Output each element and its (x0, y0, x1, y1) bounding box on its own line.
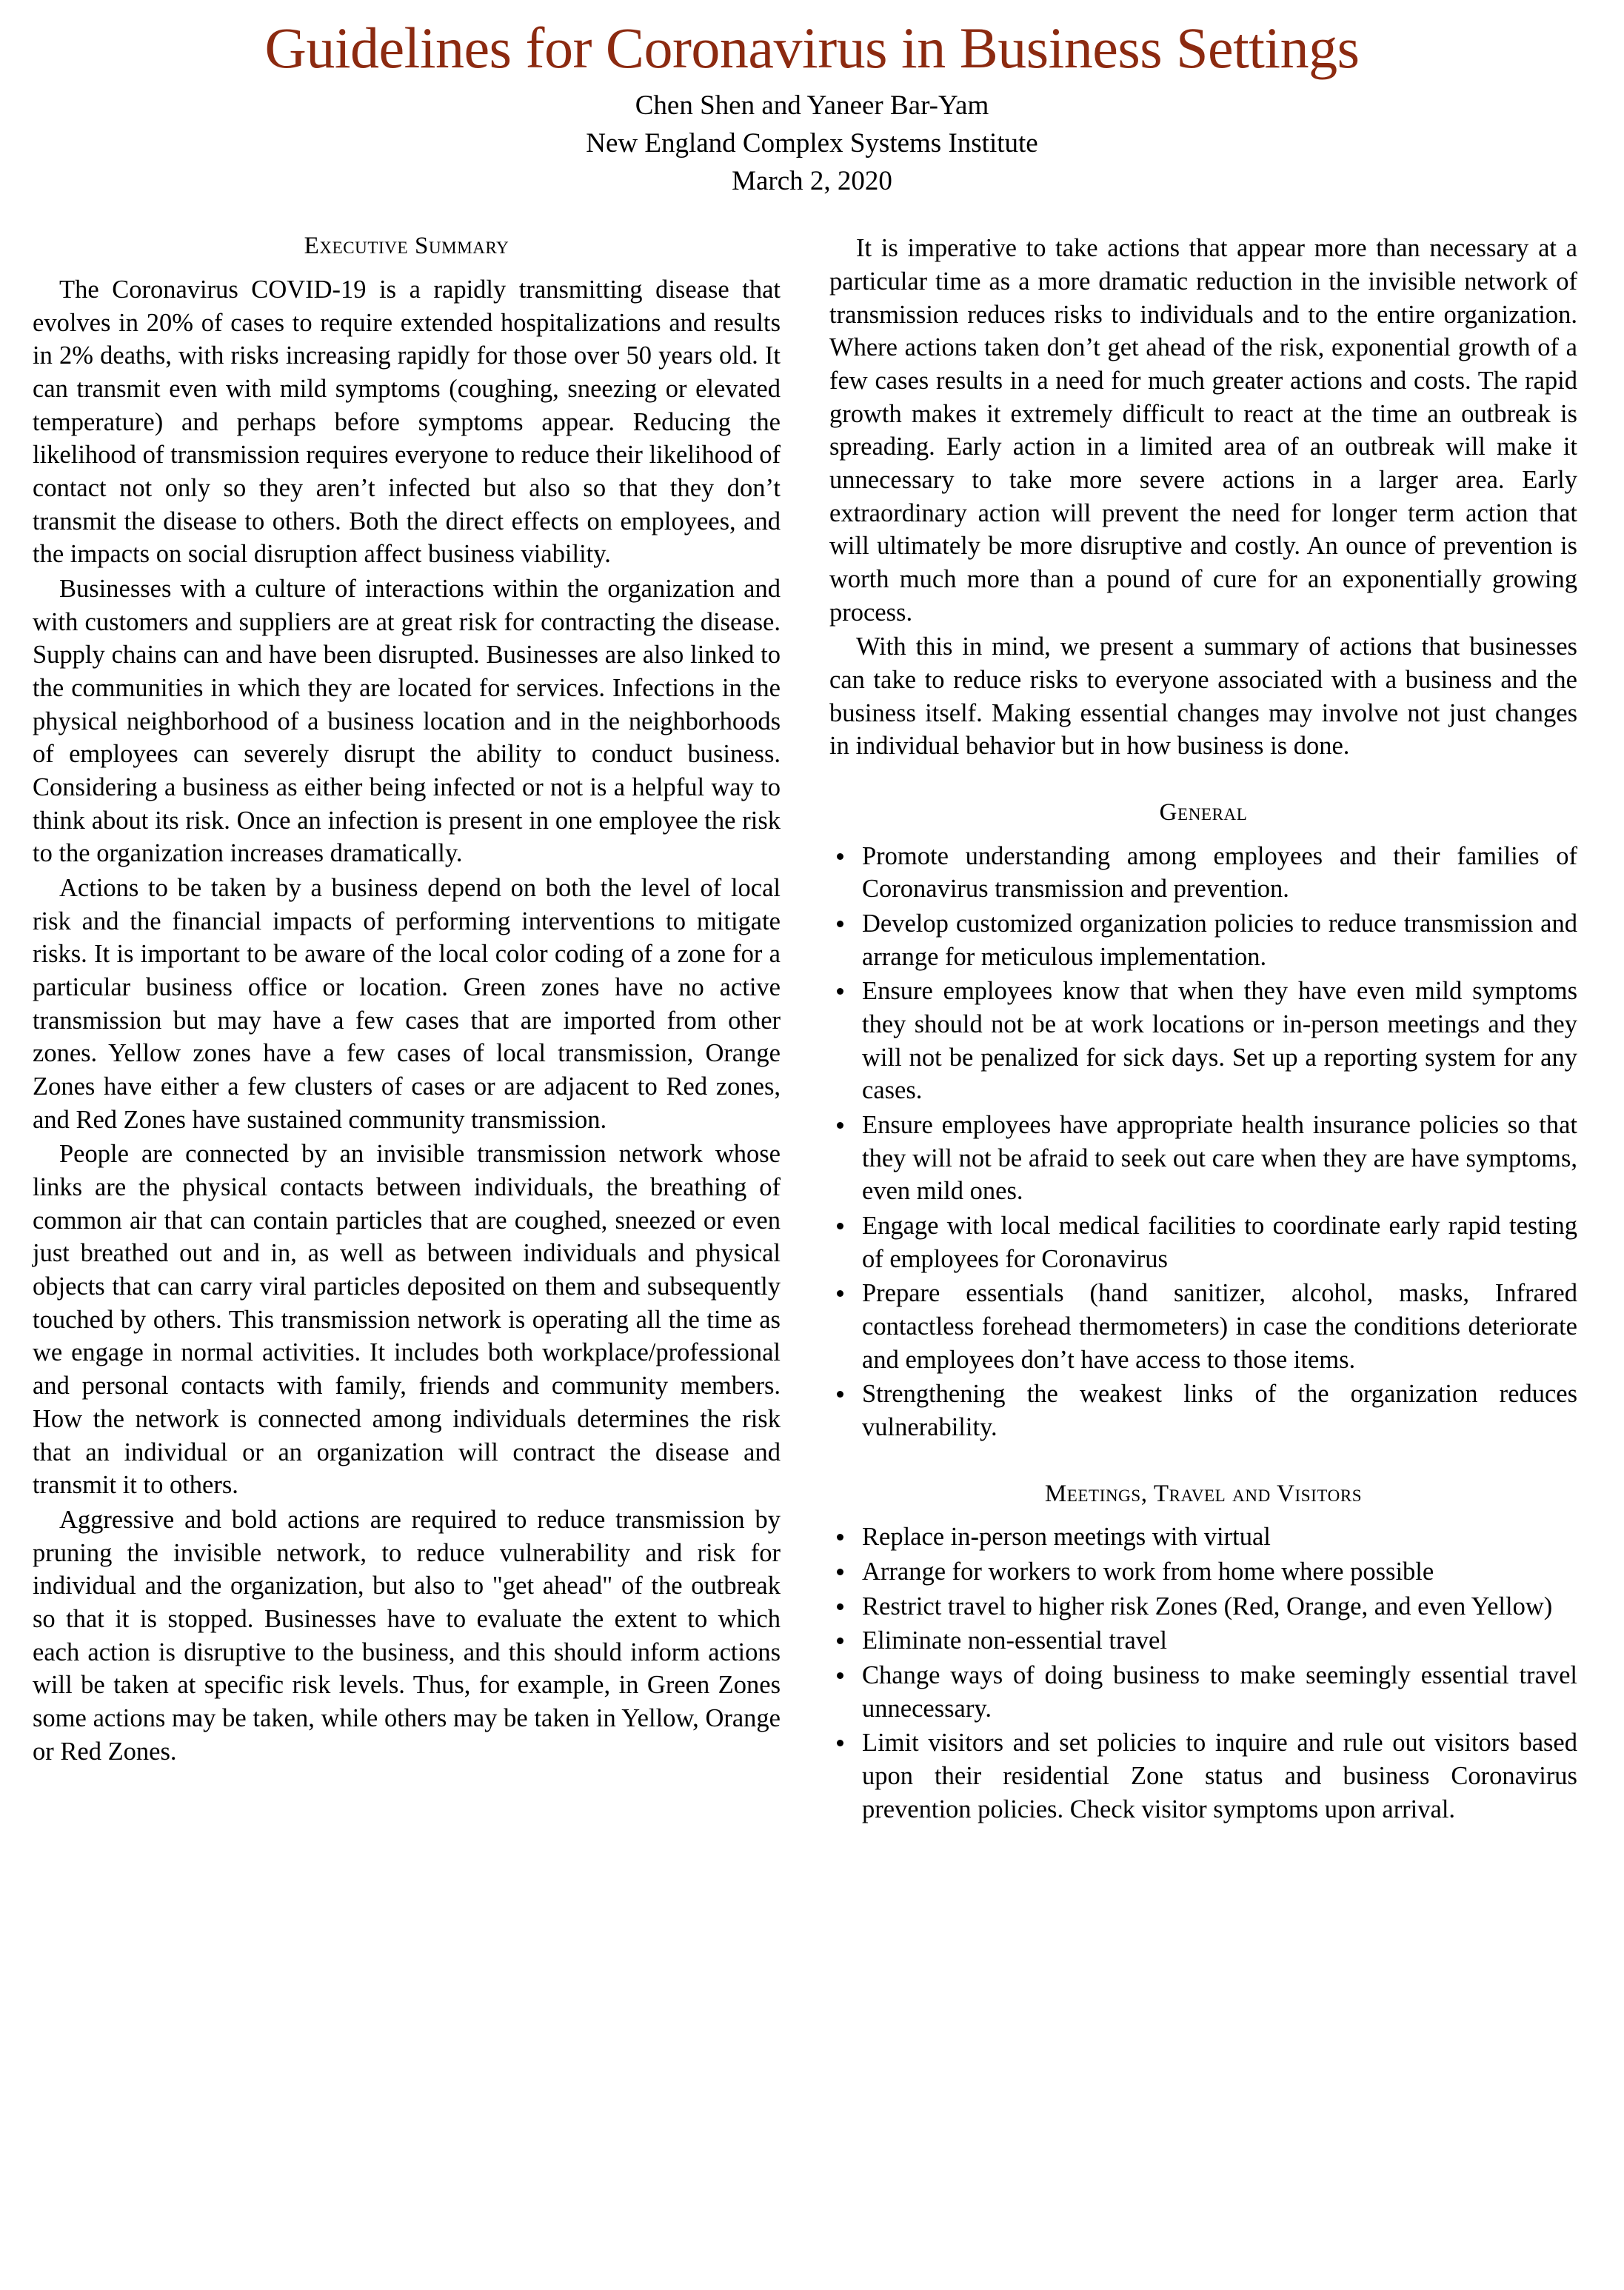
list-item-text: Ensure employees know that when they have even mild symptoms they should not be at work locations or in-person meetings and they will not be penalized for sick days. Set up a reporting system for any cases. (862, 977, 1577, 1105)
section-heading-general: General (1159, 799, 1248, 827)
list-item (829, 1277, 1577, 1376)
bullet-dot-icon (837, 853, 843, 860)
right-column (829, 232, 1577, 1826)
list-item-text: Replace in-person meetings with virtual (862, 1523, 1271, 1552)
list-item (829, 1726, 1577, 1826)
page-title: Guidelines for Coronavirus in Business Settings (264, 16, 1360, 80)
list-item (829, 840, 1577, 906)
bullet-dot-icon (837, 1534, 843, 1540)
bullet-dot-icon (837, 1603, 843, 1610)
general-bullet-list (829, 840, 1577, 1444)
paragraph: Aggressive and bold actions are required to reduce transmission by pruning the invisible network, to reduce vulnerability and risk for individual and the organization, but also to "get ahead" of the outbreak so that it is stopped. Businesses have to evaluate the extent to which each action is disruptive to the business, and this should inform actions will be taken at specific risk levels. Thus, for example, in Green Zones some actions may be taken, while others may be taken in Yellow, Orange or Red Zones. (33, 1505, 781, 1766)
list-item-text: Restrict travel to higher risk Zones (Red, Orange, and even Yellow) (862, 1592, 1553, 1620)
list-item-text: Ensure employees have appropriate health insurance policies so that they will not be afraid to seek out care when they are have symptoms, even mild ones. (862, 1111, 1577, 1206)
list-item (829, 1520, 1577, 1554)
list-item (829, 1590, 1577, 1623)
bullet-dot-icon (837, 921, 843, 927)
paragraph: With this in mind, we present a summary of actions that businesses can take to reduce risks to everyone associated with a business and the business itself. Making essential changes may involve not just changes in individual behavior but in how business is done. (829, 632, 1577, 761)
two-column-body (33, 232, 1591, 1826)
bullet-dot-icon (837, 1638, 843, 1644)
paragraph: People are connected by an invisible transmission network whose links are the physical contacts between individuals, the breathing of common air that can contain particles that are coughed, sneezed or even just breathed out and in, as well as between individuals and physical objects that can carry viral particles deposited on them and subsequently touched by others. This transmission network is operating all the time as we engage in normal activities. It includes both workplace/professional and personal contacts with family, friends and community members. How the network is connected among individuals determines the risk that an individual or an organization will contract the disease and transmit it to others. (33, 1140, 781, 1500)
bullet-dot-icon (837, 1569, 843, 1575)
list-item-text: Change ways of doing business to make seemingly essential travel unnecessary. (862, 1661, 1577, 1723)
bullet-dot-icon (837, 1223, 843, 1229)
list-item (829, 1555, 1577, 1589)
list-item-text: Eliminate non-essential travel (862, 1626, 1167, 1655)
bullet-dot-icon (837, 988, 843, 995)
list-item-text: Arrange for workers to work from home where possible (862, 1558, 1434, 1586)
paragraph: Actions to be taken by a business depend on both the level of local risk and the financial impacts of performing interventions to mitigate risks. It is important to be aware of the local color coding of a zone for a particular business office or location. Green zones have no active transmission but may have a few cases that are imported from other zones. Yellow zones have a few cases of local transmission, Orange Zones have either a few clusters of cases or are adjacent to Red zones, and Red Zones have sustained community transmission. (33, 874, 781, 1134)
paragraph: It is imperative to take actions that appear more than necessary at a particular time as a more dramatic reduction in the invisible network of transmission reduces risks to individuals and to the entire organization. Where actions taken don’t get ahead of the risk, exponential growth of a few cases results in a need for much greater actions and costs. The rapid growth makes it extremely difficult to react at the time an outbreak is spreading. Early action in a limited area of an outbreak will make it unnecessary to take more severe actions in a larger area. Early extraordinary action will prevent the need for longer term action that will ultimately be more disruptive and costly. An ounce of prevention is worth much more than a pound of cure for an exponentially growing process. (829, 234, 1577, 627)
affiliation-line: New England Complex Systems Institute (586, 128, 1038, 159)
bullet-dot-icon (837, 1122, 843, 1129)
list-item-text: Prepare essentials (hand sanitizer, alcohol, masks, Infrared contactless forehead thermometers) in case the conditions deteriorate and employees don’t have access to those items. (862, 1279, 1577, 1374)
section-heading-meetings-travel-visitors: Meetings, Travel and Visitors (1044, 1480, 1363, 1507)
list-item-text: Develop customized organization policies to reduce transmission and arrange for meticulous implementation. (862, 909, 1577, 971)
list-item (829, 1378, 1577, 1443)
list-item (829, 1209, 1577, 1275)
meetings-bullet-list (829, 1520, 1577, 1826)
list-item (829, 975, 1577, 1107)
section-heading-executive-summary: Executive Summary (304, 233, 509, 260)
list-item (829, 1624, 1577, 1658)
list-item-text: Limit visitors and set policies to inquire and rule out visitors based upon their residential Zone status and business Coronavirus prevention policies. Check visitor symptoms upon arrival. (862, 1729, 1577, 1823)
list-item-text: Engage with local medical facilities to coordinate early rapid testing of employees for Coronavirus (862, 1212, 1577, 1273)
bullet-dot-icon (837, 1740, 843, 1746)
list-item (829, 1109, 1577, 1208)
author-line: Chen Shen and Yaneer Bar-Yam (635, 90, 989, 121)
list-item (829, 907, 1577, 973)
list-item-text: Promote understanding among employees and their families of Coronavirus transmission and prevention. (862, 841, 1577, 904)
bullet-dot-icon (837, 1391, 843, 1398)
bullet-dot-icon (837, 1672, 843, 1679)
date-line: March 2, 2020 (732, 166, 892, 197)
bullet-dot-icon (837, 1290, 843, 1297)
paragraph: The Coronavirus COVID-19 is a rapidly transmitting disease that evolves in 20% of cases to require extended hospitalizations and results in 2% deaths, with risks increasing rapidly for those over 50 years old. It can transmit even with mild symptoms (coughing, sneezing or elevated temperature) and perhaps before symptoms appear. Reducing the likelihood of transmission requires everyone to reduce their likelihood of contact not only so they aren’t infected but also so that they don’t transmit the disease to others. Both the direct effects on employees, and the impacts on social disruption affect business viability. (33, 275, 781, 569)
left-column (33, 232, 781, 1769)
list-item-text: Strengthening the weakest links of the organization reduces vulnerability. (862, 1380, 1577, 1442)
list-item (829, 1659, 1577, 1725)
paragraph: Businesses with a culture of interactions within the organization and with customers and suppliers are at great risk for contracting the disease. Supply chains can and have been disrupted. Businesses are also linked to the communities in which they are located for services. Infections in the physical neighborhood of a business location and in the neighborhoods of employees can severely disrupt the ability to conduct business. Considering a business as either being infected or not is a helpful way to think about its risk. Once an infection is present in one employee the risk to the organization increases dramatically. (33, 575, 781, 868)
